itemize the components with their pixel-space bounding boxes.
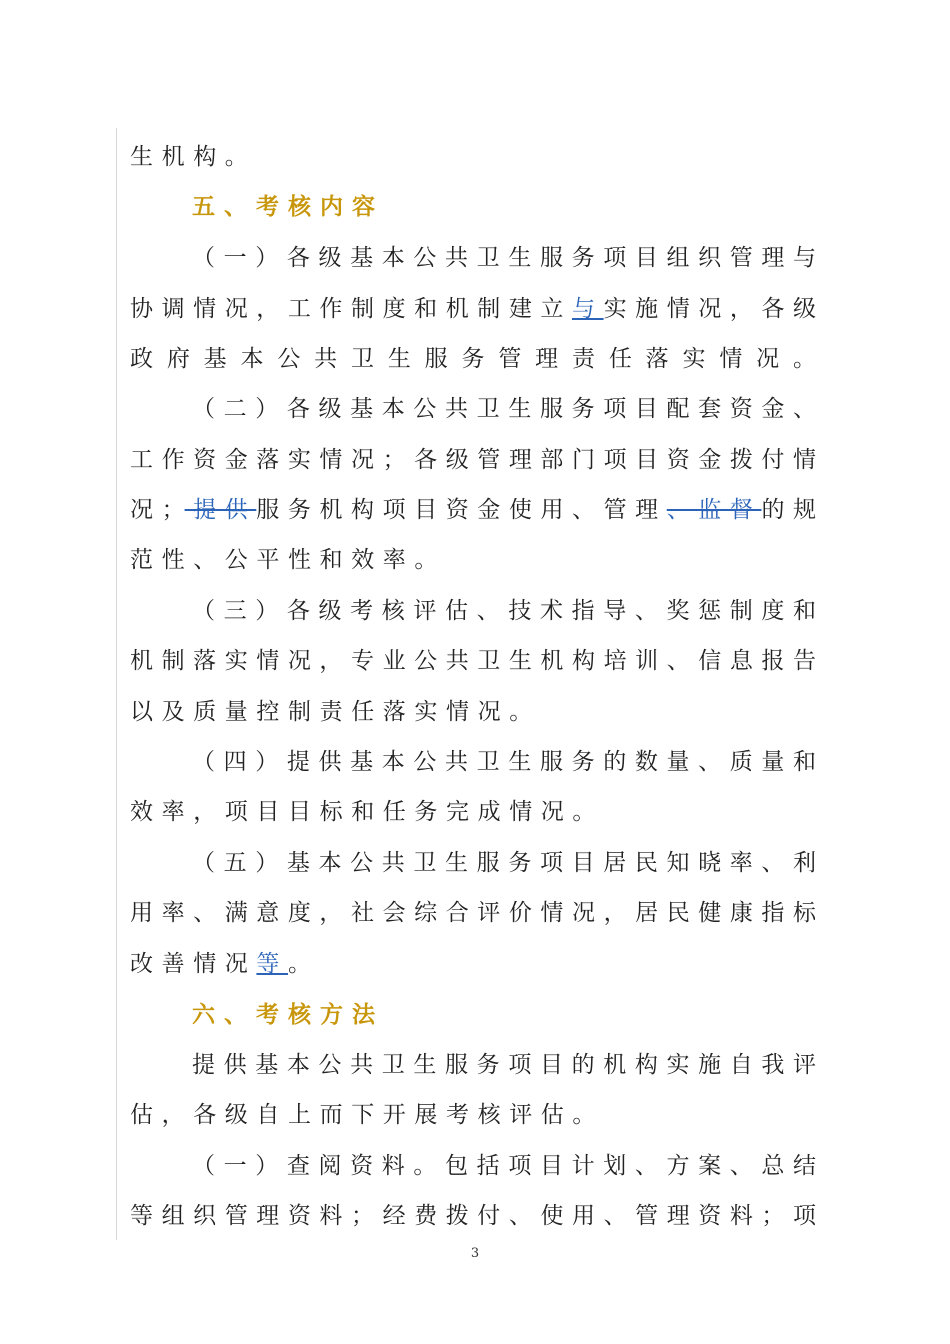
text-run: 提供基本公共卫生服务项目的机构实施自我评 bbox=[192, 1052, 816, 1078]
margin-rule bbox=[116, 128, 117, 1240]
section-heading-6: 六、考核方法 bbox=[192, 1002, 384, 1028]
body-line bbox=[130, 137, 816, 177]
body-line bbox=[130, 490, 816, 530]
deleted-text: 、监督 bbox=[666, 497, 762, 523]
deleted-text: 提供 bbox=[184, 497, 257, 523]
body-line bbox=[130, 540, 816, 580]
body-line bbox=[192, 1045, 816, 1085]
text-run: 的规 bbox=[761, 497, 817, 523]
body-line bbox=[130, 893, 816, 933]
text-run: （五）基本公共卫生服务项目居民知晓率、利 bbox=[192, 850, 816, 876]
text-run: 机制落实情况，专业公共卫生机构培训、信息报告 bbox=[130, 648, 816, 674]
text-run: 改善情况 bbox=[130, 951, 257, 977]
text-run: 工作资金落实情况；各级管理部门项目资金拨付情 bbox=[130, 447, 816, 473]
section-heading-5: 五、考核内容 bbox=[192, 194, 384, 220]
text-run: 用率、满意度，社会综合评价情况，居民健康指标 bbox=[130, 900, 816, 926]
body-line bbox=[130, 1095, 816, 1135]
text-run: （三）各级考核评估、技术指导、奖惩制度和 bbox=[192, 598, 816, 624]
page-number: 3 bbox=[470, 1246, 480, 1261]
text-run: 况； bbox=[130, 497, 185, 523]
body-line bbox=[192, 742, 816, 782]
text-run: （一）各级基本公共卫生服务项目组织管理与 bbox=[192, 245, 816, 271]
text-run: 范性、公平性和效率。 bbox=[130, 547, 446, 573]
body-line bbox=[130, 792, 816, 832]
inserted-text: 与 bbox=[572, 296, 604, 322]
body-line bbox=[130, 944, 816, 984]
body-line bbox=[130, 339, 816, 379]
body-line bbox=[130, 641, 816, 681]
text-run: 实施情况，各级 bbox=[603, 296, 817, 322]
text-run: 。 bbox=[288, 951, 320, 977]
text-run: 估，各级自上而下开展考核评估。 bbox=[130, 1102, 604, 1128]
body-line bbox=[130, 1196, 816, 1236]
inserted-text: 等 bbox=[256, 951, 289, 977]
text-run: 以及质量控制责任落实情况。 bbox=[130, 699, 541, 725]
body-line bbox=[130, 440, 816, 480]
text-run: （四）提供基本公共卫生服务的数量、质量和 bbox=[192, 749, 816, 775]
body-line bbox=[192, 591, 816, 631]
text-run: 服务机构项目资金使用、管理 bbox=[256, 497, 667, 523]
body-line bbox=[192, 389, 816, 429]
text-run: 等组织管理资料；经费拨付、使用、管理资料；项 bbox=[130, 1203, 816, 1229]
body-line bbox=[192, 238, 816, 278]
body-line bbox=[130, 692, 816, 732]
body-line bbox=[130, 289, 816, 329]
text-run: 政府基本公共卫生服务管理责任落实情况。 bbox=[130, 346, 816, 372]
text-run: （一）查阅资料。包括项目计划、方案、总结 bbox=[192, 1153, 816, 1179]
text-run: 协调情况，工作制度和机制建立 bbox=[130, 296, 572, 322]
text-run: 效率，项目目标和任务完成情况。 bbox=[130, 799, 604, 825]
body-line bbox=[192, 1146, 816, 1186]
text-run: 生机构。 bbox=[130, 144, 257, 170]
text-run: （二）各级基本公共卫生服务项目配套资金、 bbox=[192, 396, 816, 422]
body-line bbox=[192, 843, 816, 883]
